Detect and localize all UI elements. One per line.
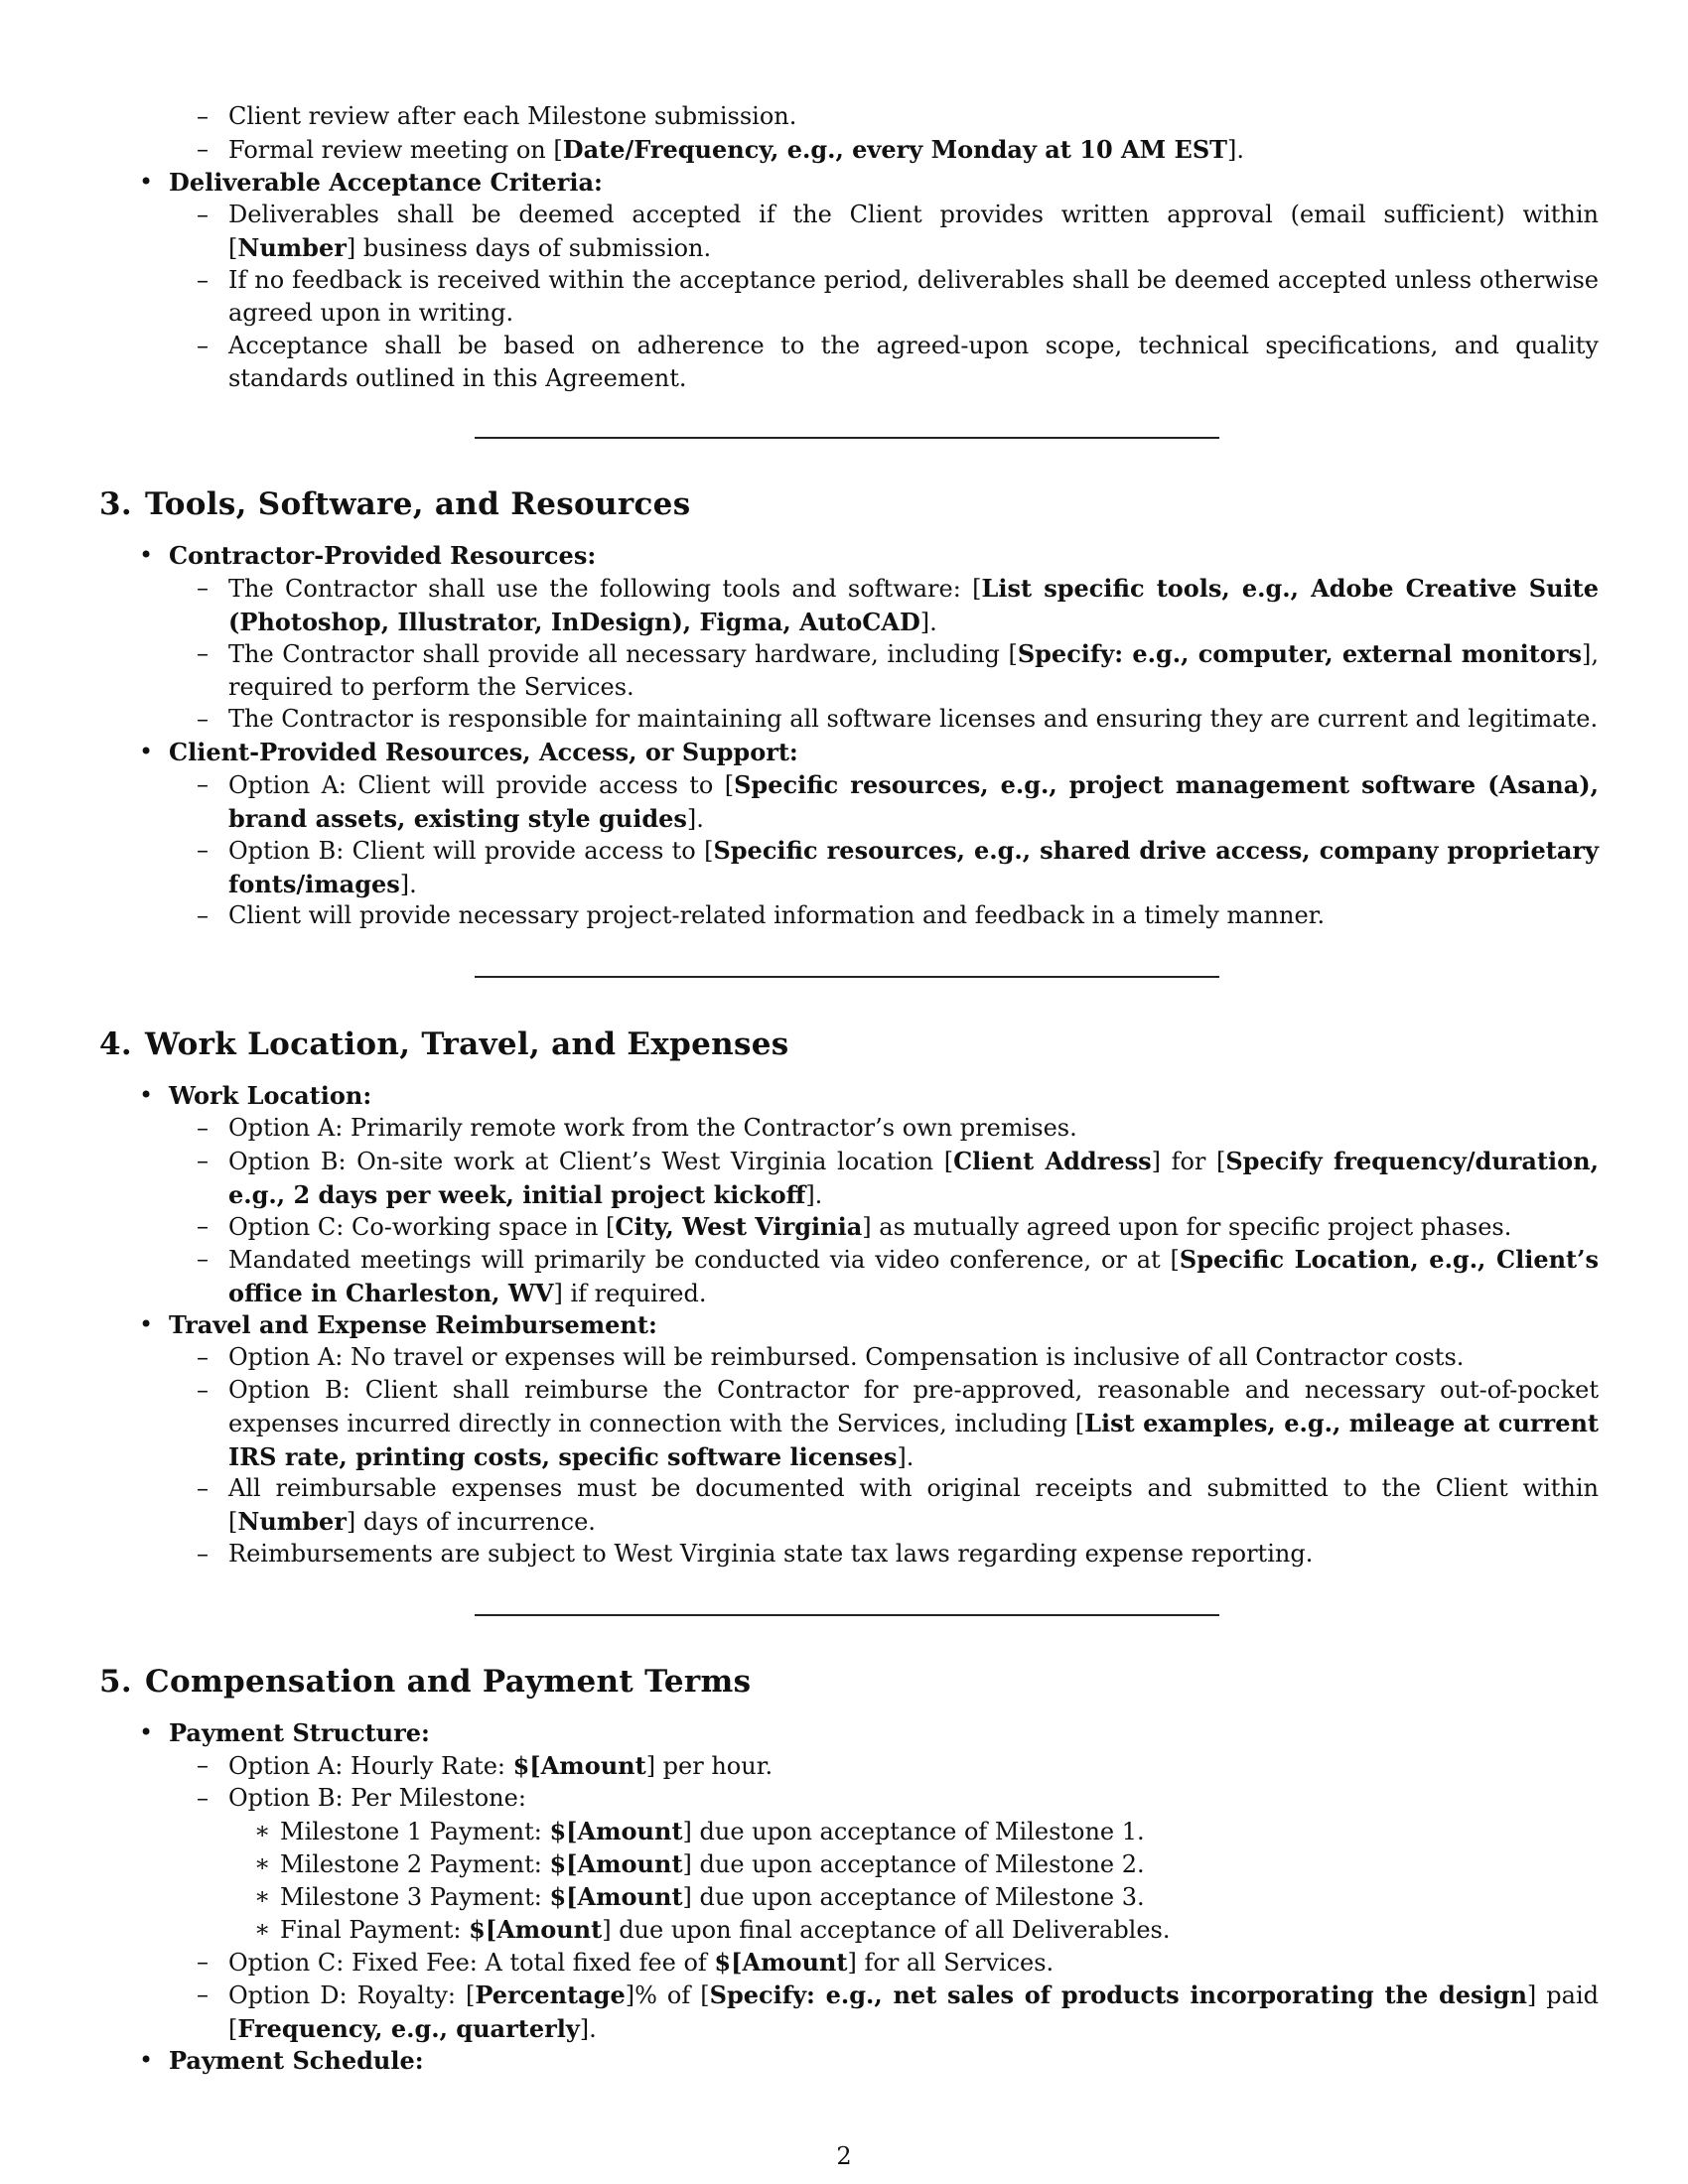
- payment-option-d: – Option D: Royalty: [Percentage]% of [Specify: e.g., net sales of products incorporating the design] paid [Frequency, e.g., quarterly].: [197, 1980, 1600, 2043]
- client-item-1: – Option A: Client will provide access to [Specific resources, e.g., project management software (Asana), brand assets, existing style guides].: [197, 770, 1599, 833]
- section-divider: [475, 437, 1219, 439]
- contractor-resources-heading: • Contractor-Provided Resources:: [139, 541, 597, 570]
- payment-schedule-heading: • Payment Schedule:: [139, 2046, 424, 2075]
- section-5-heading: 5. Compensation and Payment Terms: [99, 1664, 752, 1700]
- payment-option-a: – Option A: Hourly Rate: $[Amount] per hour.: [197, 1751, 774, 1780]
- section-4-heading: 4. Work Location, Travel, and Expenses: [99, 1026, 789, 1062]
- acceptance-item-3: – Acceptance shall be based on adherence to the agreed-upon scope, technical specifications, and quality standards outlined in this Agreement.: [197, 332, 1599, 392]
- section-3-heading: 3. Tools, Software, and Resources: [99, 486, 691, 522]
- travel-item-4: – Reimbursements are subject to West Virginia state tax laws regarding expense reporting.: [197, 1540, 1314, 1568]
- acceptance-criteria-heading: • Deliverable Acceptance Criteria:: [139, 168, 603, 197]
- acceptance-item-1: – Deliverables shall be deemed accepted if the Client provides written approval (email sufficient) within [Number] business days of submission.: [197, 201, 1599, 262]
- review-item-2: – Formal review meeting on [Date/Frequency, e.g., every Monday at 10 AM EST].: [197, 135, 1245, 164]
- payment-structure-heading: • Payment Structure:: [139, 1718, 430, 1747]
- location-item-4: – Mandated meetings will primarily be conducted via video conference, or at [Specific Location, e.g., Client’s office in Charleston, WV] if required.: [197, 1245, 1599, 1307]
- client-item-3: – Client will provide necessary project-related information and feedback in a timely manner.: [197, 901, 1326, 929]
- review-item-1: – Client review after each Milestone submission.: [197, 102, 797, 130]
- travel-item-3: – All reimbursable expenses must be documented with original receipts and submitted to the Client within [Number] days of incurrence.: [197, 1474, 1599, 1536]
- section-divider: [475, 976, 1219, 978]
- milestone-payment-2: ∗ Milestone 2 Payment: $[Amount] due upon acceptance of Milestone 2.: [254, 1849, 1145, 1878]
- contractor-item-2: – The Contractor shall provide all necessary hardware, including [Specify: e.g., computer, external monitors], required to perform the Services.: [197, 639, 1599, 701]
- section-divider: [475, 1614, 1219, 1616]
- payment-option-b: – Option B: Per Milestone:: [197, 1784, 526, 1812]
- location-item-2: – Option B: On-site work at Client’s West Virginia location [Client Address] for [Specify frequency/duration, e.g., 2 days per week, initial project kickoff].: [197, 1147, 1599, 1209]
- work-location-heading: • Work Location:: [139, 1081, 372, 1110]
- client-item-2: – Option B: Client will provide access to [Specific resources, e.g., shared drive access, company proprietary fonts/images].: [197, 836, 1599, 898]
- travel-item-2: – Option B: Client shall reimburse the Contractor for pre-approved, reasonable and necessary out-of-pocket expenses incurred directly in connection with the Services, including [List examples, e.g., mileage at current IRS rate, printing costs, specific software licenses].: [197, 1376, 1600, 1471]
- payment-option-c: – Option C: Fixed Fee: A total fixed fee of $[Amount] for all Services.: [197, 1948, 1055, 1977]
- location-item-3: – Option C: Co-working space in [City, West Virginia] as mutually agreed upon for specific project phases.: [197, 1212, 1512, 1241]
- contractor-item-3: – The Contractor is responsible for maintaining all software licenses and ensuring they are current and legitimate.: [197, 705, 1599, 733]
- client-resources-heading: • Client-Provided Resources, Access, or Support:: [139, 738, 798, 766]
- final-payment: ∗ Final Payment: $[Amount] due upon final acceptance of all Deliverables.: [254, 1915, 1171, 1944]
- travel-item-1: – Option A: No travel or expenses will be reimbursed. Compensation is inclusive of all Contractor costs.: [197, 1343, 1465, 1371]
- milestone-payment-1: ∗ Milestone 1 Payment: $[Amount] due upon acceptance of Milestone 1.: [254, 1817, 1145, 1845]
- acceptance-item-2: – If no feedback is received within the acceptance period, deliverables shall be deemed accepted unless otherwise agreed upon in writing.: [197, 266, 1599, 327]
- location-item-1: – Option A: Primarily remote work from the Contractor’s own premises.: [197, 1114, 1077, 1142]
- page-number: 2: [836, 2142, 852, 2170]
- milestone-payment-3: ∗ Milestone 3 Payment: $[Amount] due upon acceptance of Milestone 3.: [254, 1882, 1145, 1911]
- contractor-item-1: – The Contractor shall use the following tools and software: [List specific tools, e.g., Adobe Creative Suite (Photoshop, Illustrator, InDesign), Figma, AutoCAD].: [197, 574, 1599, 636]
- travel-expense-heading: • Travel and Expense Reimbursement:: [139, 1310, 657, 1339]
